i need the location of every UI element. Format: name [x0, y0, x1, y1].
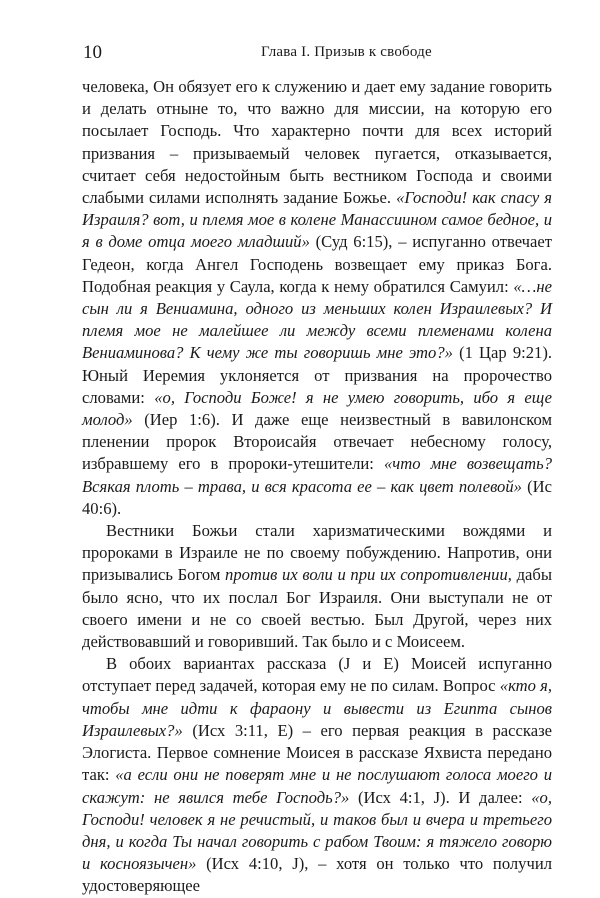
text-run: Вестники Божьи стали харизматическими вождями и пророками в Израиле не по своему побуждению. Напротив, они призывались Богом — [82, 521, 552, 585]
page-header — [83, 42, 550, 66]
text-run: (Ис 40:6). — [82, 476, 552, 518]
text-run: (Исх 3:11, E) – его первая реакция в рассказе Элогиста. Первое сомнение Моисея в рассказе Яхвиста передано так: — [82, 720, 552, 785]
paragraph-3 — [82, 653, 552, 897]
quote-run: «о, Господи! человек я не речистый, и таков был и вчера и третьего дня, и когда Ты начал говорить с рабом Твоим: я тяжело говорю и косноязычен» — [82, 787, 552, 874]
quote-run: «Господи! как спасу я Израиля? вот, и племя мое в колене Манассиином самое бедное, и я в доме отца моего младший» — [82, 188, 552, 252]
quote-run: «кто я, чтобы мне идти к фараону и вывести из Египта сынов Израилевых?» — [82, 676, 552, 740]
paragraph-2 — [82, 520, 552, 653]
quote-run: «…не сын ли я Вениамина, одного из меньших колен Израилевых? И племя мое не малейшее ли между всеми племенами колена Вениаминова? К чему же ты говоришь мне это?» — [82, 276, 552, 363]
running-title: Глава I. Призыв к свободе — [261, 44, 432, 60]
text-run: (Суд 6:15), – испуганно отвечает Гедеон, когда Ангел Господень возвещает ему приказ Бога. Подобная реакция у Саула, когда к нему обратился Самуил: — [82, 232, 552, 296]
text-run: В обоих вариантах рассказа (J и E) Моисей испуганно отступает перед задачей, которая ему не по силам. Вопрос — [82, 654, 552, 696]
text-run: (Иер 1:6). И даже еще неизвестный в вавилонском пленении пророк Второисайя отвечает небесному голосу, избравшему его в пророки-утешители: — [82, 410, 552, 474]
paragraph-1 — [82, 76, 552, 520]
emphasis-run: против их воли и при их сопротивлении, — [225, 565, 512, 585]
page-number: 10 — [83, 42, 102, 63]
text-run: (1 Цар 9:21). Юный Иеремия уклоняется от призвания на пророчество словами: — [82, 343, 552, 407]
quote-run: «а если они не поверят мне и не послушают голоса моего и скажут: не явился тебе Господь?» — [82, 765, 553, 807]
quote-run: «что мне возвещать? Всякая плоть – трава, и вся красота ее – как цвет полевой» — [82, 454, 552, 496]
text-run: (Исх 4:10, J), – хотя он только что получил удостоверяющее — [82, 854, 552, 896]
body-text — [82, 76, 552, 898]
text-run: дабы было ясно, что их послал Бог Израиля. Они выступали не от своего имени и не со своей вестью. Был Другой, через них действовавший и говоривший. Так было и с Моисеем. — [82, 565, 552, 652]
quote-run: «о, Господи Боже! я не умею говорить, ибо я еще молод» — [82, 387, 552, 430]
text-run: (Исх 4:1, J). И далее: — [349, 787, 532, 807]
text-run: человека, Он обязует его к служению и дает ему задание говорить и делать отныне то, что важно для миссии, на которую его посылает Господь. Что характерно почти для всех историй призвания – призываемый человек пугается, отказывается, считает себя недостойным быть вестником Господа и своими слабыми силами исполнять задание Божье. — [82, 77, 552, 208]
